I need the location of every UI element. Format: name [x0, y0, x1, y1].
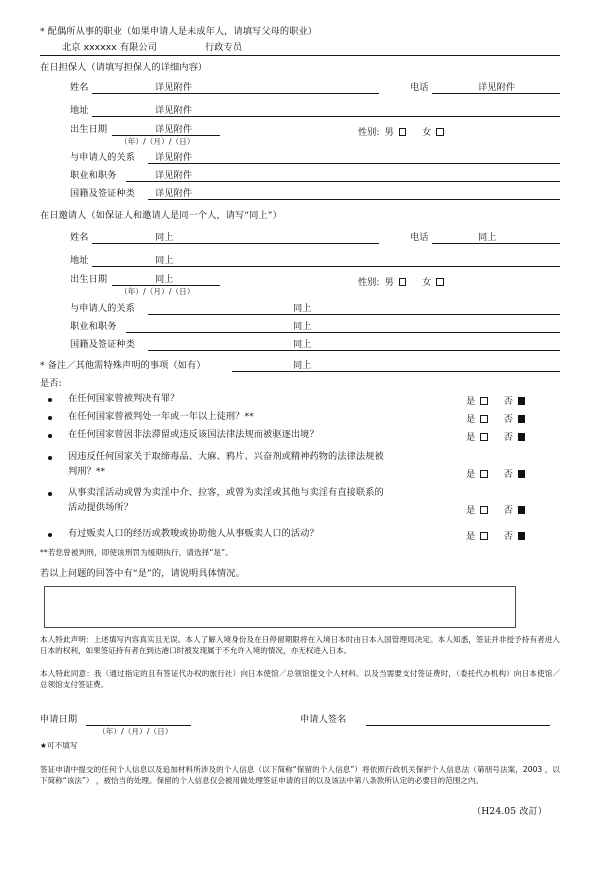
guarantor-gender-label: 性别:	[358, 127, 380, 138]
question-2-text: 在任何国家曾被判处一年或一年以上徒刑？**	[68, 411, 254, 422]
guarantor-phone-rule	[432, 93, 560, 94]
guarantor-birthdate-label: 出生日期	[70, 124, 108, 135]
guarantor-gender-group[interactable]	[358, 124, 444, 138]
inviter-nationality-label: 国籍及签证种类	[70, 339, 136, 350]
question-4-text-line2: 判刑？**	[68, 466, 106, 477]
question-3-no-checkbox[interactable]	[518, 433, 526, 441]
inviter-phone-label: 电话	[410, 232, 429, 243]
inviter-birthdate-rule	[112, 285, 220, 286]
question-3-yes-label: 是	[466, 432, 476, 443]
remarks-rule	[232, 371, 560, 372]
question-3-yes-checkbox[interactable]	[480, 433, 488, 441]
guarantor-occupation-value[interactable]: 详见附件	[155, 170, 193, 181]
question-4-yes-checkbox[interactable]	[480, 470, 488, 478]
guarantor-date-format-hint: （年）/（月）/（日）	[120, 137, 195, 146]
inviter-relation-value[interactable]: 同上	[293, 303, 312, 314]
inviter-occupation-value[interactable]: 同上	[293, 321, 312, 332]
question-6-yes-checkbox[interactable]	[480, 532, 488, 540]
question-4-yes-label: 是	[466, 469, 476, 480]
question-5-no-checkbox[interactable]	[518, 506, 526, 514]
question-5-yes-label: 是	[466, 505, 476, 516]
inviter-address-rule	[92, 266, 560, 267]
question-6-text: 有过贩卖人口的经历或教唆或协助他人从事贩卖人口的活动？	[68, 528, 319, 539]
inviter-heading: 在日邀请人（如保证人和邀请人是同一个人，请写“同上”）	[40, 210, 282, 221]
inviter-date-format-hint: （年）/（月）/（日）	[120, 287, 195, 296]
question-1-text: 在任何国家曾被判决有罪？	[68, 393, 180, 404]
guarantor-occupation-label: 职业和职务	[70, 170, 117, 181]
inviter-gender-group[interactable]	[358, 274, 444, 288]
spouse-position-value[interactable]: 行政专员	[205, 42, 243, 53]
guarantor-occupation-rule	[126, 181, 560, 182]
revision-note: （H24.05 改訂）	[472, 806, 548, 817]
guarantor-relation-label: 与申请人的关系	[70, 152, 136, 163]
inviter-nationality-rule	[148, 350, 560, 351]
guarantor-name-label: 姓名	[70, 82, 89, 93]
questions-intro: 是否:	[40, 378, 62, 389]
question-4-no-checkbox[interactable]	[518, 470, 526, 478]
guarantor-heading: 在日担保人（请填写担保人的详细内容）	[40, 62, 208, 73]
question-2-yes-label: 是	[466, 414, 476, 425]
inviter-gender-male-checkbox[interactable]	[399, 278, 407, 286]
question-5-answer-group[interactable]	[466, 502, 525, 516]
privacy-notice: 签证申请中提交的任何个人信息以及追加材料所涉及的个人信息（以下简称“保留的个人信息”）将依照行政机关保护个人信息法（第朋号法案，2003 ，以下简称“该法”） ，被恰当的处理。保留的个人信息仅会被用做处理签证申请的目的以及该法中第八条款所认定的必要目的范围之内。	[40, 765, 560, 786]
guarantor-address-rule	[92, 116, 560, 117]
question-5-no-label: 否	[503, 505, 513, 516]
spouse-company-value[interactable]: 北京 xxxxxx 有限公司	[62, 42, 157, 53]
question-4-no-label: 否	[503, 469, 513, 480]
inviter-occupation-rule	[126, 332, 560, 333]
inviter-phone-value[interactable]: 同上	[478, 232, 497, 243]
guarantor-relation-value[interactable]: 详见附件	[155, 152, 193, 163]
bullet-icon	[48, 398, 52, 402]
guarantor-address-value[interactable]: 详见附件	[155, 105, 193, 116]
guarantor-address-label: 地址	[70, 105, 89, 116]
bullet-icon	[48, 533, 52, 537]
question-1-answer-group[interactable]	[466, 393, 525, 407]
question-5-yes-checkbox[interactable]	[480, 506, 488, 514]
explain-textarea[interactable]	[44, 586, 516, 628]
guarantor-phone-value[interactable]: 详见附件	[478, 82, 516, 93]
question-1-yes-label: 是	[466, 396, 476, 407]
inviter-relation-label: 与申请人的关系	[70, 303, 136, 314]
guarantor-relation-rule	[148, 163, 560, 164]
guarantor-gender-female-label: 女	[422, 127, 432, 138]
question-6-no-checkbox[interactable]	[518, 532, 526, 540]
question-5-text: 从事卖淫活动或曾为卖淫中介、拉客，或曾为卖淫或其他与卖淫有直接联系的	[68, 487, 384, 498]
inviter-relation-rule	[148, 314, 560, 315]
bullet-icon	[48, 416, 52, 420]
question-1-no-checkbox[interactable]	[518, 397, 526, 405]
remarks-label: * 备注／其他需特殊声明的事项（如有）	[40, 360, 206, 371]
inviter-gender-label: 性别:	[358, 277, 380, 288]
guarantor-gender-male-label: 男	[384, 127, 394, 138]
question-4-text: 因违反任何国家关于取缔毒品、大麻、鸦片、兴奋剂或精神药物的法律法规被	[68, 451, 384, 462]
spouse-occupation-rule	[40, 55, 560, 56]
inviter-birthdate-label: 出生日期	[70, 274, 108, 285]
question-3-text: 在任何国家曾因非法滞留或违反该国法律法规而被驱逐出境？	[68, 429, 319, 440]
guarantor-name-value[interactable]: 详见附件	[155, 82, 193, 93]
inviter-gender-female-checkbox[interactable]	[436, 278, 444, 286]
application-date-label: 申请日期	[40, 714, 78, 725]
questions-footnote: **若您曾被判刑，即使该刑罚为缓期执行，请选择“是”。	[40, 548, 233, 557]
inviter-name-value[interactable]: 同上	[155, 232, 174, 243]
inviter-name-rule	[92, 243, 379, 244]
inviter-gender-female-label: 女	[422, 277, 432, 288]
question-1-no-label: 否	[503, 396, 513, 407]
applicant-signature-rule	[366, 725, 550, 726]
bullet-icon	[48, 456, 52, 460]
declaration-paragraph-1: 本人特此声明：上述填写内容真实且无误。本人了解入境身份及在日停留期限将在入境日本时由日本入国管理局决定。本人知悉，签证并非授予持有者进入日本的权利，如果签证持有者在到达港口时被发现属于不允许入境的情况，亦无权进入日本。	[40, 635, 560, 656]
inviter-nationality-value[interactable]: 同上	[293, 339, 312, 350]
declaration-paragraph-2: 本人特此同意：我（通过指定的且有签证代办权的旅行社）向日本使馆／总领馆提交个人材料。以及当需要支付签证费时，（委托代办机构）向日本使馆／总领馆支付签证费。	[40, 669, 560, 690]
application-date-rule	[86, 725, 191, 726]
inviter-address-label: 地址	[70, 255, 89, 266]
question-6-no-label: 否	[503, 531, 513, 542]
guarantor-gender-female-checkbox[interactable]	[436, 128, 444, 136]
question-4-answer-group[interactable]	[466, 466, 525, 480]
inviter-occupation-label: 职业和职务	[70, 321, 117, 332]
question-6-yes-label: 是	[466, 531, 476, 542]
guarantor-phone-label: 电话	[410, 82, 429, 93]
application-date-format-hint: （年）/（月）/（日）	[98, 727, 173, 736]
guarantor-birthdate-rule	[112, 135, 220, 136]
guarantor-nationality-rule	[148, 199, 560, 200]
inviter-name-label: 姓名	[70, 232, 89, 243]
guarantor-birthdate-value[interactable]: 详见附件	[155, 124, 193, 135]
question-5-text-line2: 活动提供场所？	[68, 502, 134, 513]
question-2-answer-group[interactable]	[466, 411, 525, 425]
remarks-value[interactable]: 同上	[293, 360, 312, 371]
question-2-no-label: 否	[503, 414, 513, 425]
bullet-icon	[48, 434, 52, 438]
inviter-address-value[interactable]: 同上	[155, 255, 174, 266]
applicant-signature-label: 申请人签名	[300, 714, 347, 725]
question-3-no-label: 否	[503, 432, 513, 443]
guarantor-name-rule	[92, 93, 379, 94]
question-2-yes-checkbox[interactable]	[480, 415, 488, 423]
guarantor-nationality-label: 国籍及签证种类	[70, 188, 136, 199]
explain-prompt: 若以上问题的回答中有“是”的，请说明具体情况。	[40, 568, 245, 579]
bullet-icon	[48, 492, 52, 496]
inviter-gender-male-label: 男	[384, 277, 394, 288]
inviter-birthdate-value[interactable]: 同上	[155, 274, 174, 285]
optional-field-note: ★可不填写	[40, 741, 78, 750]
question-1-yes-checkbox[interactable]	[480, 397, 488, 405]
guarantor-nationality-value[interactable]: 详见附件	[155, 188, 193, 199]
question-3-answer-group[interactable]	[466, 429, 525, 443]
spouse-occupation-prompt: * 配偶所从事的职业（如果申请人是未成年人，请填写父母的职业）	[40, 26, 318, 37]
question-2-no-checkbox[interactable]	[518, 415, 526, 423]
guarantor-gender-male-checkbox[interactable]	[399, 128, 407, 136]
inviter-phone-rule	[432, 243, 560, 244]
question-6-answer-group[interactable]	[466, 528, 525, 542]
